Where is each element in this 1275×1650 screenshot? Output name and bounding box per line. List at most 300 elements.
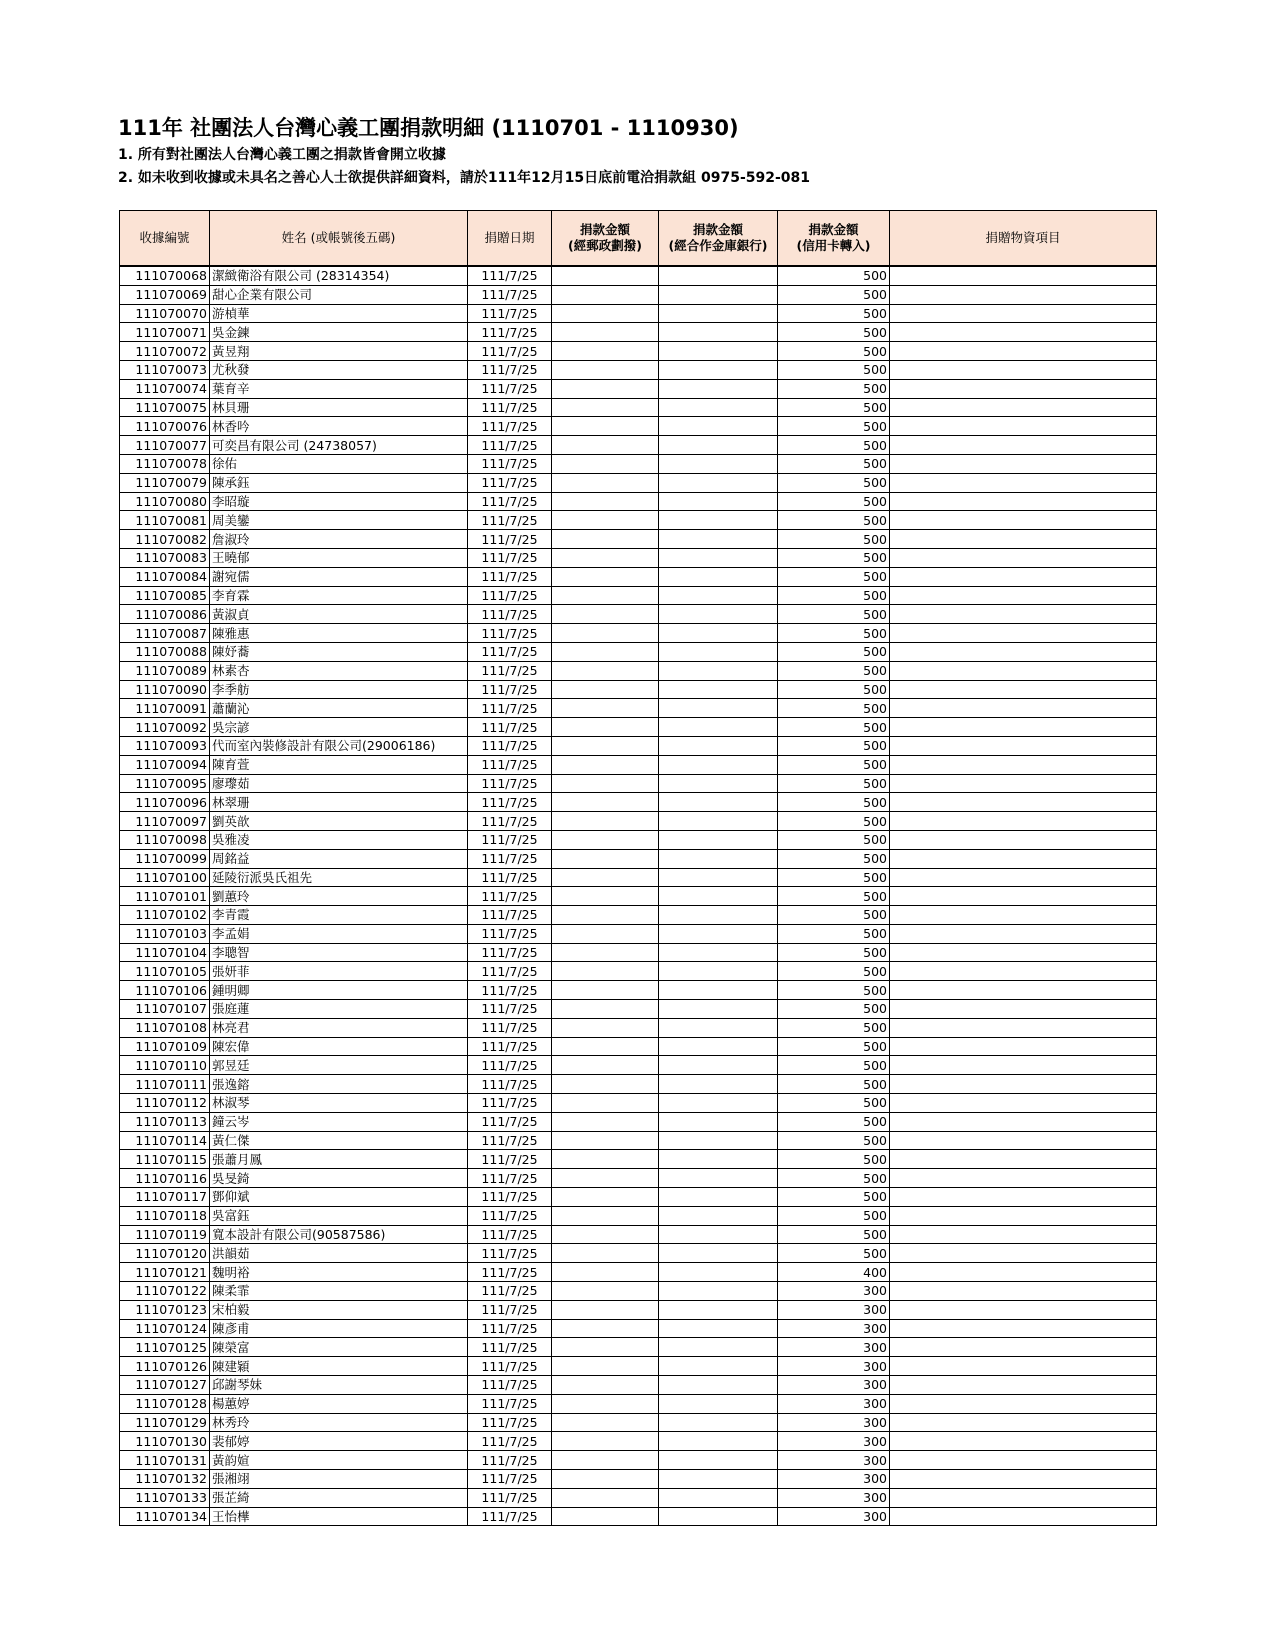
cell-amount-bank [659,1319,778,1338]
cell-goods [890,1075,1157,1094]
cell-goods [890,586,1157,605]
cell-goods [890,1188,1157,1207]
cell-receipt-no: 111070070 [120,304,210,323]
cell-amount-bank [659,1075,778,1094]
cell-goods [890,379,1157,398]
cell-date: 111/7/25 [468,285,552,304]
cell-receipt-no: 111070124 [120,1319,210,1338]
cell-receipt-no: 111070108 [120,1018,210,1037]
cell-name: 謝宛儒 [210,567,468,586]
cell-amount-credit: 500 [778,1225,890,1244]
table-row [120,266,1157,285]
cell-date: 111/7/25 [468,661,552,680]
cell-amount-bank [659,530,778,549]
cell-goods [890,1451,1157,1470]
cell-amount-bank [659,417,778,436]
cell-goods [890,567,1157,586]
cell-amount-postal [552,1357,659,1376]
cell-amount-bank [659,887,778,906]
cell-amount-bank [659,1206,778,1225]
cell-amount-credit: 500 [778,1094,890,1113]
cell-date: 111/7/25 [468,642,552,661]
cell-receipt-no: 111070105 [120,962,210,981]
cell-date: 111/7/25 [468,793,552,812]
cell-amount-postal [552,1094,659,1113]
cell-amount-credit: 500 [778,774,890,793]
cell-amount-credit: 500 [778,1018,890,1037]
cell-amount-bank [659,285,778,304]
table-row [120,1150,1157,1169]
cell-amount-postal [552,1112,659,1131]
cell-name: 林秀玲 [210,1413,468,1432]
cell-name: 蕭蘭沁 [210,699,468,718]
cell-amount-postal [552,1319,659,1338]
cell-amount-credit: 500 [778,473,890,492]
cell-amount-credit: 500 [778,1244,890,1263]
cell-receipt-no: 111070100 [120,868,210,887]
cell-date: 111/7/25 [468,1338,552,1357]
cell-receipt-no: 111070121 [120,1263,210,1282]
cell-amount-credit: 500 [778,605,890,624]
cell-name: 魏明裕 [210,1263,468,1282]
header-amount-postal: 捐款金額 (經郵政劃撥) [552,211,659,267]
cell-receipt-no: 111070107 [120,1000,210,1019]
cell-amount-credit: 300 [778,1338,890,1357]
cell-amount-credit: 300 [778,1394,890,1413]
table-row [120,398,1157,417]
cell-amount-credit: 300 [778,1507,890,1526]
table-row [120,1112,1157,1131]
cell-amount-bank [659,323,778,342]
cell-amount-postal [552,1037,659,1056]
cell-date: 111/7/25 [468,830,552,849]
cell-goods [890,924,1157,943]
cell-name: 張湘翊 [210,1470,468,1489]
cell-date: 111/7/25 [468,1394,552,1413]
cell-name: 陳妤蕎 [210,642,468,661]
cell-date: 111/7/25 [468,1244,552,1263]
cell-receipt-no: 111070068 [120,266,210,285]
cell-amount-credit: 500 [778,642,890,661]
cell-amount-postal [552,323,659,342]
table-row [120,1470,1157,1489]
cell-name: 王曉郁 [210,548,468,567]
cell-amount-credit: 500 [778,1150,890,1169]
cell-goods [890,1131,1157,1150]
cell-amount-bank [659,304,778,323]
cell-name: 林亮君 [210,1018,468,1037]
table-row [120,1432,1157,1451]
cell-date: 111/7/25 [468,1094,552,1113]
cell-amount-bank [659,360,778,379]
cell-receipt-no: 111070132 [120,1470,210,1489]
table-row [120,1507,1157,1526]
cell-amount-bank [659,699,778,718]
table-row [120,793,1157,812]
cell-amount-bank [659,642,778,661]
cell-amount-credit: 500 [778,661,890,680]
cell-date: 111/7/25 [468,1225,552,1244]
table-row [120,868,1157,887]
cell-amount-postal [552,304,659,323]
cell-amount-credit: 500 [778,1075,890,1094]
cell-date: 111/7/25 [468,943,552,962]
cell-name: 陳雅惠 [210,624,468,643]
cell-amount-credit: 500 [778,379,890,398]
cell-amount-bank [659,1300,778,1319]
cell-amount-bank [659,1470,778,1489]
table-row [120,436,1157,455]
cell-amount-postal [552,1263,659,1282]
note-contact: 2. 如未收到收據或未具名之善心人士欲提供詳細資料，請於111年12月15日底前電洽捐款組 0975-592-081 [118,170,811,186]
cell-amount-credit: 500 [778,511,890,530]
cell-amount-bank [659,454,778,473]
cell-date: 111/7/25 [468,1000,552,1019]
cell-goods [890,1507,1157,1526]
cell-amount-bank [659,1169,778,1188]
cell-amount-credit: 500 [778,868,890,887]
cell-date: 111/7/25 [468,736,552,755]
cell-name: 林貝珊 [210,398,468,417]
cell-date: 111/7/25 [468,774,552,793]
cell-receipt-no: 111070133 [120,1488,210,1507]
cell-amount-postal [552,906,659,925]
table-row [120,1338,1157,1357]
cell-receipt-no: 111070085 [120,586,210,605]
table-row [120,1169,1157,1188]
cell-receipt-no: 111070086 [120,605,210,624]
cell-goods [890,774,1157,793]
cell-name: 吳金鍊 [210,323,468,342]
cell-name: 黃仁傑 [210,1131,468,1150]
cell-date: 111/7/25 [468,1206,552,1225]
table-row [120,1451,1157,1470]
cell-date: 111/7/25 [468,323,552,342]
cell-amount-credit: 300 [778,1451,890,1470]
cell-amount-postal [552,680,659,699]
cell-date: 111/7/25 [468,1056,552,1075]
cell-name: 吳宗諺 [210,718,468,737]
cell-amount-credit: 500 [778,1056,890,1075]
table-row [120,718,1157,737]
cell-amount-credit: 500 [778,530,890,549]
cell-receipt-no: 111070083 [120,548,210,567]
cell-amount-credit: 300 [778,1488,890,1507]
cell-amount-credit: 500 [778,793,890,812]
cell-name: 李聰智 [210,943,468,962]
cell-date: 111/7/25 [468,1075,552,1094]
cell-amount-bank [659,793,778,812]
cell-name: 林素杏 [210,661,468,680]
cell-date: 111/7/25 [468,266,552,285]
cell-amount-postal [552,1244,659,1263]
cell-receipt-no: 111070096 [120,793,210,812]
cell-receipt-no: 111070088 [120,642,210,661]
cell-goods [890,624,1157,643]
table-row [120,774,1157,793]
cell-amount-credit: 500 [778,736,890,755]
table-row [120,1131,1157,1150]
cell-date: 111/7/25 [468,1376,552,1395]
cell-amount-bank [659,1188,778,1207]
cell-amount-credit: 500 [778,492,890,511]
cell-receipt-no: 111070079 [120,473,210,492]
cell-amount-postal [552,981,659,1000]
cell-name: 陳榮富 [210,1338,468,1357]
cell-date: 111/7/25 [468,1169,552,1188]
cell-amount-credit: 500 [778,360,890,379]
cell-receipt-no: 111070129 [120,1413,210,1432]
cell-amount-postal [552,812,659,831]
cell-amount-bank [659,943,778,962]
cell-name: 陳承鈺 [210,473,468,492]
cell-date: 111/7/25 [468,981,552,1000]
cell-date: 111/7/25 [468,718,552,737]
donation-table [119,210,1157,1526]
cell-date: 111/7/25 [468,1451,552,1470]
cell-receipt-no: 111070125 [120,1338,210,1357]
cell-amount-credit: 500 [778,398,890,417]
cell-receipt-no: 111070101 [120,887,210,906]
cell-date: 111/7/25 [468,586,552,605]
cell-goods [890,1018,1157,1037]
cell-amount-bank [659,1451,778,1470]
cell-amount-postal [552,755,659,774]
cell-amount-postal [552,417,659,436]
cell-name: 陳彥甫 [210,1319,468,1338]
cell-receipt-no: 111070128 [120,1394,210,1413]
cell-receipt-no: 111070074 [120,379,210,398]
cell-amount-postal [552,887,659,906]
cell-amount-postal [552,548,659,567]
cell-date: 111/7/25 [468,492,552,511]
cell-receipt-no: 111070115 [120,1150,210,1169]
cell-date: 111/7/25 [468,1018,552,1037]
cell-amount-bank [659,1338,778,1357]
page-title: 111年 社團法人台灣心義工團捐款明細 (1110701 - 1110930) [118,116,739,140]
cell-goods [890,1413,1157,1432]
cell-amount-bank [659,1432,778,1451]
cell-date: 111/7/25 [468,1357,552,1376]
cell-amount-credit: 500 [778,1206,890,1225]
cell-goods [890,1300,1157,1319]
cell-amount-postal [552,943,659,962]
cell-receipt-no: 111070116 [120,1169,210,1188]
header-amount-credit: 捐款金額 (信用卡轉入) [778,211,890,267]
cell-date: 111/7/25 [468,1470,552,1489]
cell-amount-bank [659,605,778,624]
cell-amount-credit: 500 [778,436,890,455]
cell-amount-bank [659,868,778,887]
cell-amount-postal [552,511,659,530]
table-row [120,755,1157,774]
cell-name: 李季舫 [210,680,468,699]
cell-receipt-no: 111070127 [120,1376,210,1395]
cell-amount-credit: 500 [778,1188,890,1207]
cell-receipt-no: 111070098 [120,830,210,849]
cell-name: 徐佑 [210,454,468,473]
cell-date: 111/7/25 [468,342,552,361]
cell-amount-postal [552,1206,659,1225]
cell-goods [890,342,1157,361]
cell-receipt-no: 111070109 [120,1037,210,1056]
cell-goods [890,642,1157,661]
cell-name: 洪韻茹 [210,1244,468,1263]
cell-name: 楊蕙婷 [210,1394,468,1413]
cell-goods [890,436,1157,455]
table-row [120,1225,1157,1244]
table-header-row [120,211,1157,267]
cell-date: 111/7/25 [468,924,552,943]
cell-amount-postal [552,1413,659,1432]
cell-receipt-no: 111070072 [120,342,210,361]
cell-name: 張妍菲 [210,962,468,981]
cell-receipt-no: 111070099 [120,849,210,868]
cell-amount-bank [659,962,778,981]
cell-name: 詹淑玲 [210,530,468,549]
cell-name: 張芷綺 [210,1488,468,1507]
cell-amount-credit: 300 [778,1282,890,1301]
cell-amount-credit: 500 [778,718,890,737]
note-receipt: 1. 所有對社團法人台灣心義工團之捐款皆會開立收據 [118,147,446,163]
cell-amount-bank [659,473,778,492]
cell-date: 111/7/25 [468,1188,552,1207]
cell-amount-credit: 500 [778,812,890,831]
cell-receipt-no: 111070076 [120,417,210,436]
cell-amount-bank [659,1131,778,1150]
cell-goods [890,981,1157,1000]
cell-date: 111/7/25 [468,548,552,567]
cell-amount-postal [552,1282,659,1301]
cell-amount-credit: 500 [778,680,890,699]
cell-receipt-no: 111070123 [120,1300,210,1319]
cell-amount-bank [659,398,778,417]
cell-receipt-no: 111070114 [120,1131,210,1150]
cell-date: 111/7/25 [468,1112,552,1131]
table-row [120,624,1157,643]
cell-amount-credit: 500 [778,323,890,342]
cell-goods [890,1263,1157,1282]
table-row [120,1206,1157,1225]
table-row [120,605,1157,624]
cell-name: 劉蕙玲 [210,887,468,906]
cell-amount-postal [552,266,659,285]
cell-date: 111/7/25 [468,699,552,718]
cell-name: 邱謝琴妹 [210,1376,468,1395]
cell-receipt-no: 111070134 [120,1507,210,1526]
cell-date: 111/7/25 [468,398,552,417]
table-row [120,981,1157,1000]
cell-amount-postal [552,492,659,511]
cell-date: 111/7/25 [468,567,552,586]
cell-amount-bank [659,1394,778,1413]
cell-amount-bank [659,1150,778,1169]
cell-name: 鐘云岑 [210,1112,468,1131]
cell-name: 陳柔霏 [210,1282,468,1301]
cell-receipt-no: 111070130 [120,1432,210,1451]
cell-amount-bank [659,1244,778,1263]
cell-goods [890,1488,1157,1507]
table-row [120,1188,1157,1207]
cell-amount-postal [552,1056,659,1075]
cell-name: 甜心企業有限公司 [210,285,468,304]
cell-name: 黃韵媗 [210,1451,468,1470]
cell-goods [890,511,1157,530]
cell-date: 111/7/25 [468,1432,552,1451]
cell-amount-bank [659,812,778,831]
table-row [120,304,1157,323]
cell-amount-credit: 400 [778,1263,890,1282]
cell-date: 111/7/25 [468,1413,552,1432]
cell-amount-postal [552,774,659,793]
cell-receipt-no: 111070089 [120,661,210,680]
cell-date: 111/7/25 [468,849,552,868]
cell-amount-bank [659,1263,778,1282]
cell-receipt-no: 111070131 [120,1451,210,1470]
table-row [120,1413,1157,1432]
cell-receipt-no: 111070111 [120,1075,210,1094]
table-row [120,924,1157,943]
cell-amount-postal [552,1432,659,1451]
cell-amount-postal [552,868,659,887]
cell-amount-postal [552,1300,659,1319]
cell-amount-postal [552,793,659,812]
cell-receipt-no: 111070110 [120,1056,210,1075]
table-row [120,1263,1157,1282]
cell-name: 潔緻衛浴有限公司 (28314354) [210,266,468,285]
cell-name: 吳旻錡 [210,1169,468,1188]
cell-amount-bank [659,1488,778,1507]
table-row [120,379,1157,398]
cell-goods [890,1169,1157,1188]
table-row [120,1244,1157,1263]
cell-receipt-no: 111070122 [120,1282,210,1301]
cell-goods [890,1112,1157,1131]
cell-name: 尤秋發 [210,360,468,379]
table-row [120,530,1157,549]
cell-date: 111/7/25 [468,1282,552,1301]
cell-amount-postal [552,1131,659,1150]
cell-name: 陳建穎 [210,1357,468,1376]
cell-amount-bank [659,661,778,680]
cell-amount-bank [659,1357,778,1376]
cell-amount-postal [552,1018,659,1037]
table-row [120,342,1157,361]
cell-amount-postal [552,586,659,605]
cell-receipt-no: 111070084 [120,567,210,586]
cell-goods [890,962,1157,981]
cell-date: 111/7/25 [468,1319,552,1338]
cell-amount-credit: 500 [778,417,890,436]
cell-date: 111/7/25 [468,1507,552,1526]
cell-date: 111/7/25 [468,1037,552,1056]
cell-amount-postal [552,285,659,304]
cell-name: 李昭璇 [210,492,468,511]
cell-goods [890,1394,1157,1413]
cell-amount-postal [552,1394,659,1413]
cell-receipt-no: 111070095 [120,774,210,793]
cell-goods [890,454,1157,473]
cell-date: 111/7/25 [468,680,552,699]
table-row [120,1018,1157,1037]
cell-amount-credit: 500 [778,1131,890,1150]
cell-receipt-no: 111070120 [120,1244,210,1263]
cell-name: 延陵衍派吳氏祖先 [210,868,468,887]
cell-amount-bank [659,436,778,455]
cell-goods [890,1056,1157,1075]
cell-amount-postal [552,605,659,624]
cell-receipt-no: 111070092 [120,718,210,737]
